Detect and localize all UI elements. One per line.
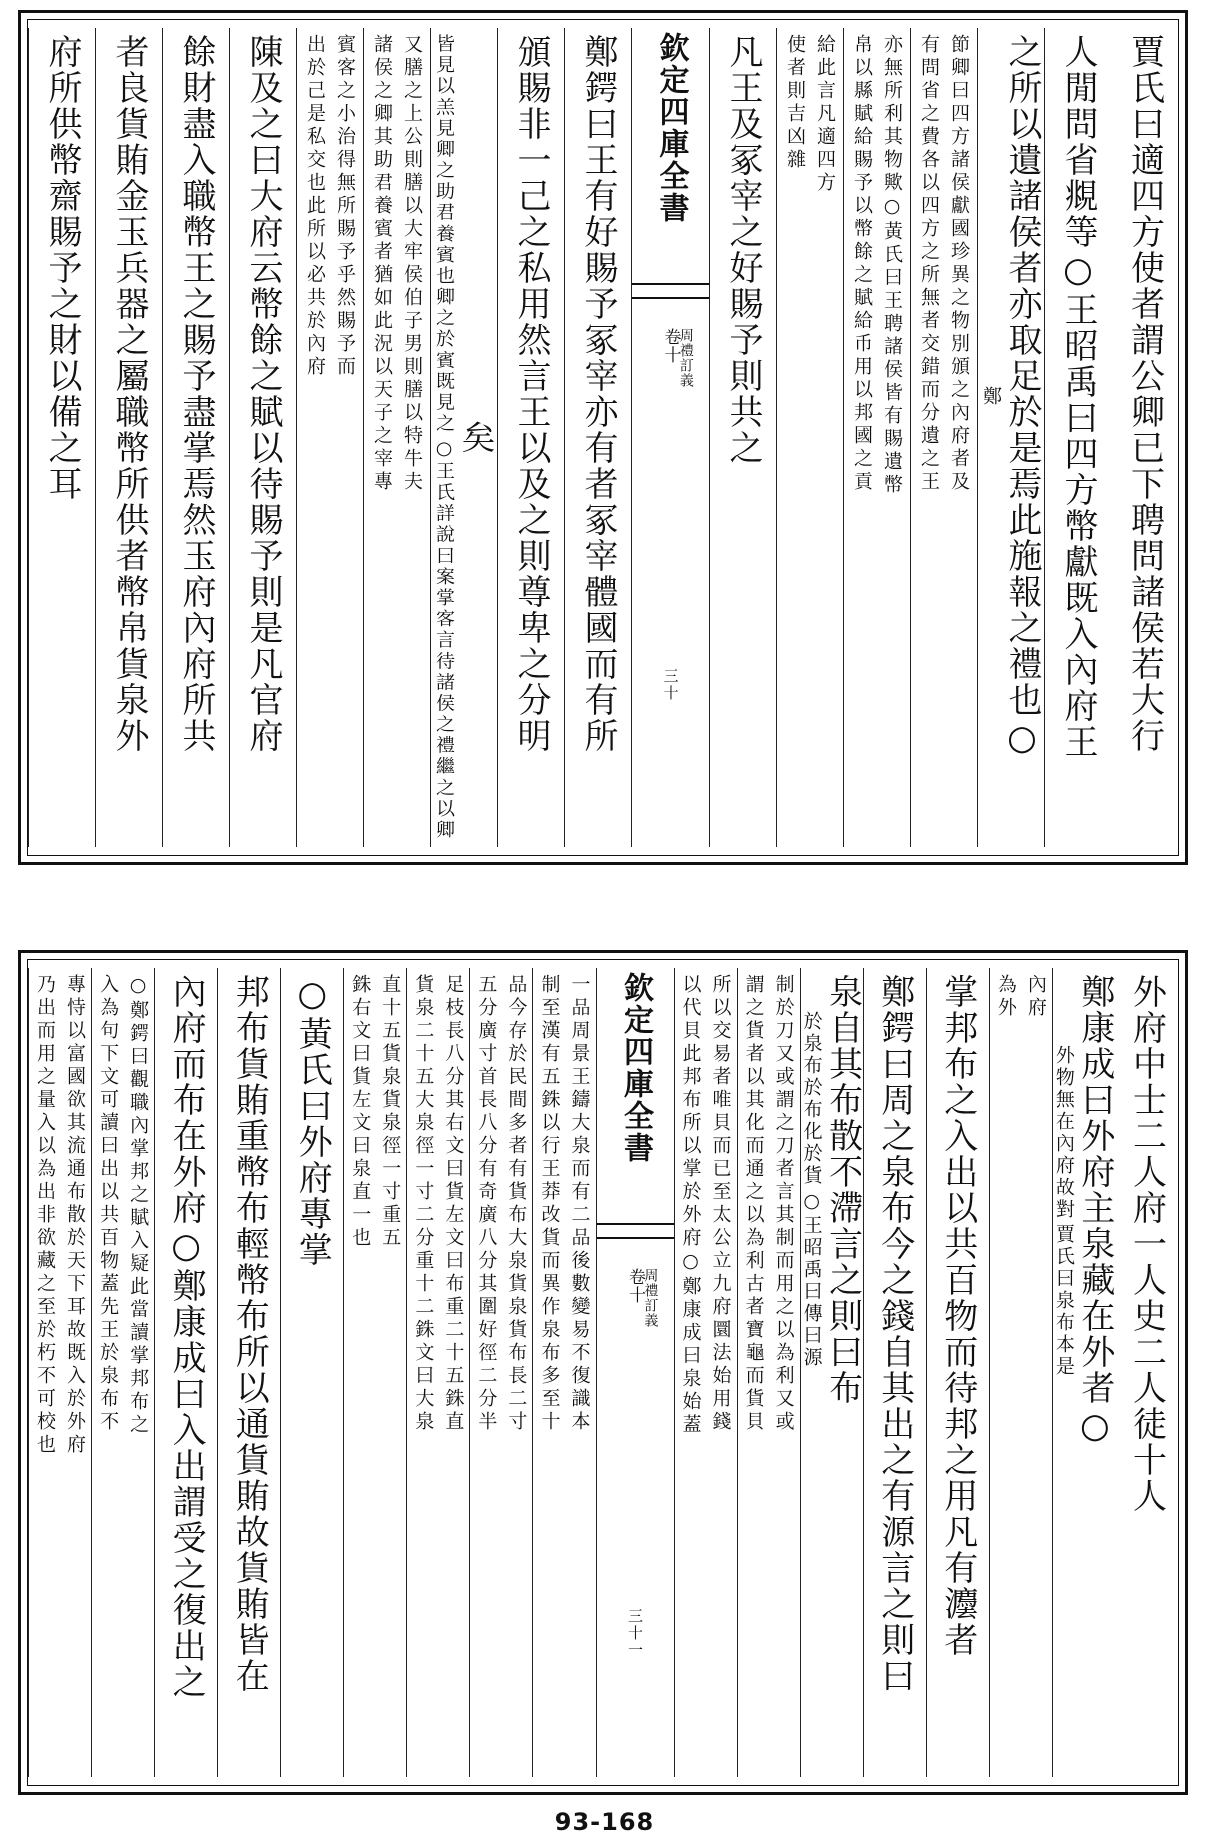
page-number-footer: 93-168	[554, 1808, 655, 1836]
commentary-line: 有問省之費各以四方之所無者交錯而分遺之王	[918, 34, 940, 494]
main-text: 餘財盡入職幣王之賜予盡掌焉然玉府內府所共	[176, 34, 216, 754]
text-column	[737, 968, 800, 1777]
commentary-text	[92, 974, 154, 1437]
text-column	[296, 28, 363, 847]
main-text: 泉自其布散不滯言之則曰布	[822, 974, 863, 1406]
text-column	[926, 968, 989, 1777]
text-column	[1111, 28, 1178, 847]
commentary-text	[738, 974, 800, 1434]
commentary-line: 貨泉二十五大泉徑一寸二分重十二銖文曰大泉	[412, 974, 435, 1434]
main-text-with-note	[801, 974, 863, 1406]
commentary-line: 節卿曰四方諸侯獻國珍異之物別頒之內府者及	[948, 34, 970, 494]
main-text: 內府而布在外府○鄭康成曰入出謂受之復出之	[166, 974, 207, 1700]
text-column	[863, 968, 926, 1777]
main-text: 者良貨賄金玉兵器之屬職幣所供者幣帛貨泉外	[109, 34, 149, 754]
text-column	[28, 968, 91, 1777]
text-column	[343, 968, 406, 1777]
main-text: 陳及之曰大府云幣餘之賦以待賜予則是凡官府	[243, 34, 283, 754]
center-margin	[631, 28, 709, 847]
commentary-line: 謂之貨者以其化而通之以為利古者寶龜而貨貝	[742, 974, 765, 1434]
text-column	[28, 28, 95, 847]
text-column	[406, 968, 469, 1777]
commentary-text	[777, 34, 843, 195]
upper-page-frame	[27, 19, 1179, 856]
main-text: 凡王及冢宰之好賜予則共之	[723, 34, 763, 466]
text-column	[776, 28, 843, 847]
commentary-line: 鄭	[980, 386, 1002, 408]
commentary-text	[844, 34, 910, 497]
commentary-line: 為外	[994, 974, 1017, 1020]
text-column	[91, 968, 154, 1777]
commentary-text	[433, 34, 455, 841]
text-column	[674, 968, 737, 1777]
main-text: 邦布貨賄重幣布輕幣布所以通貨賄故貨賄皆在	[229, 974, 270, 1694]
main-text: 賈氏曰適四方使者謂公卿已下聘問諸侯若大行	[1124, 34, 1165, 754]
commentary-line: 賈氏曰泉布本是	[1052, 1223, 1075, 1378]
text-column	[430, 28, 497, 847]
commentary-line: 又膳之上公則膳以大牢侯伯子男則膳以特牛夫	[401, 34, 423, 494]
text-column	[229, 28, 296, 847]
commentary-line: ○王氏詳說曰案掌客言待諸侯之禮繼之以卿	[433, 437, 455, 841]
text-column	[843, 28, 910, 847]
leaf-number: 三十	[661, 668, 680, 702]
commentary-text	[1053, 1045, 1075, 1378]
commentary-line: 五分廣寸首長八分有奇廣八分其圍好徑二分半	[475, 974, 498, 1434]
center-margin	[596, 968, 674, 1777]
text-column	[469, 968, 532, 1777]
commentary-text	[911, 34, 977, 494]
main-text-with-note	[433, 34, 495, 841]
commentary-line: 給此言凡適四方	[814, 34, 836, 195]
commentary-line: 皆見以羔見卿之助君養賓也卿之於賓既見之	[433, 34, 455, 435]
commentary-line: ○王昭禹曰傳曰源	[800, 1190, 823, 1369]
commentary-line: 品今存於民間多者有貨布大泉貨泉貨布長二寸	[505, 974, 528, 1434]
lower-page-frame	[27, 959, 1179, 1786]
main-text: 矣	[455, 420, 495, 455]
chapter-label: 卷十	[625, 1268, 646, 1304]
text-column	[977, 28, 1044, 847]
lower-page	[18, 950, 1188, 1795]
commentary-line: 使者則吉凶雜	[784, 34, 806, 172]
commentary-line: 以代貝此邦布所以掌於外府○鄭康成曰泉始蓋	[679, 974, 702, 1437]
book-title: 欽定四庫全書	[653, 32, 689, 224]
main-text: 府所供幣齋賜予之財以備之耳	[42, 34, 82, 502]
main-text: 鄭鍔曰周之泉布今之錢自其出之有源言之則曰	[874, 974, 915, 1694]
fishtail-ornament	[632, 283, 709, 299]
main-text: 掌邦布之入出以共百物而待邦之用凡有灋者	[937, 974, 978, 1658]
main-text: 鄭鍔曰王有好賜予冢宰亦有者冢宰體國而有所	[578, 34, 618, 754]
main-text: 頒賜非一己之私用然言王以及之則尊卑之分明	[511, 34, 551, 754]
text-column	[217, 968, 280, 1777]
text-column	[1052, 968, 1115, 1777]
commentary-text	[344, 974, 406, 1250]
commentary-line: 帛以縣賦給賜予以幣餘之賦給币用以邦國之貢	[851, 34, 873, 494]
text-column	[800, 968, 863, 1777]
commentary-text	[990, 974, 1052, 1020]
commentary-line: 專恃以富國欲其流通布散於天下耳故既入於外府	[64, 974, 87, 1457]
text-column	[1044, 28, 1111, 847]
main-text: 鄭康成曰外府主泉藏在外者○	[1074, 974, 1115, 1448]
commentary-text	[675, 974, 737, 1437]
work-title: 周禮訂義	[677, 328, 694, 388]
commentary-line: 制至漢有五銖以行王莽改貨而異作泉布多至十	[538, 974, 561, 1434]
commentary-line: 一品周景王鑄大泉而有二品後數變易不復識本	[568, 974, 591, 1434]
text-column	[363, 28, 430, 847]
commentary-line: 直十五貨泉貨泉徑一寸重五	[379, 974, 402, 1250]
commentary-text	[980, 386, 1002, 408]
chapter-label: 卷十	[660, 328, 681, 364]
commentary-line: 內府	[1024, 974, 1047, 1020]
commentary-line: 賓客之小治得無所賜予乎然賜予而	[334, 34, 356, 379]
text-column	[95, 28, 162, 847]
main-text: 人閒問省覜等○王昭禹曰四方幣獻既入內府王	[1058, 34, 1098, 760]
commentary-line: 制於刀又或謂之刀者言其制而用之以為利又或	[772, 974, 795, 1434]
commentary-text	[364, 34, 430, 494]
commentary-line: 乃出而用之量入以為出非欲藏之至於朽不可校也	[34, 974, 57, 1457]
commentary-line: 於泉布於布化於貨	[800, 1011, 823, 1187]
leaf-number: 三十一	[626, 1608, 645, 1659]
commentary-text	[297, 34, 363, 379]
text-column	[532, 968, 595, 1777]
commentary-line: 銖右文曰貨左文曰泉直一也	[349, 974, 372, 1250]
commentary-line: 所以交易者唯貝而已至太公立九府圜法始用錢	[709, 974, 732, 1434]
commentary-line: 入為句下文可讀曰出以共百物蓋先王於泉布不	[97, 974, 120, 1434]
text-column	[154, 968, 217, 1777]
main-text: 外府中士二人府一人史二人徒十人	[1126, 974, 1167, 1514]
commentary-line: 足枝長八分其右文曰貨左文曰布重二十五銖直	[442, 974, 465, 1434]
commentary-text	[29, 974, 91, 1457]
text-column	[162, 28, 229, 847]
commentary-line: 諸侯之卿其助君養賓者猶如此況以天子之宰專	[371, 34, 393, 494]
book-title: 欽定四庫全書	[618, 972, 654, 1164]
upper-page	[18, 10, 1188, 865]
commentary-text	[470, 974, 532, 1434]
commentary-line: 亦無所利其物歟○黃氏曰王聘諸侯皆有賜遺幣	[881, 34, 903, 497]
commentary-line: 出於己是私交也此所以必共於內府	[304, 34, 326, 379]
commentary-line: ○鄭鍔曰觀職內掌邦之賦入疑此當讀掌邦布之	[127, 974, 150, 1437]
commentary-text	[533, 974, 595, 1434]
main-text-with-note	[1053, 974, 1115, 1448]
text-column	[497, 28, 564, 847]
fishtail-ornament	[597, 1223, 674, 1239]
text-column	[989, 968, 1052, 1777]
text-column	[709, 28, 776, 847]
text-column	[910, 28, 977, 847]
text-column	[1115, 968, 1178, 1777]
commentary-text	[407, 974, 469, 1434]
text-column	[280, 968, 343, 1777]
text-column	[564, 28, 631, 847]
commentary-text	[801, 1011, 823, 1369]
work-title: 周禮訂義	[642, 1268, 659, 1328]
main-text: ○黃氏曰外府專掌	[292, 974, 333, 1268]
main-text: 之所以遺諸侯者亦取足於是焉此施報之禮也○	[1002, 34, 1042, 760]
main-text-with-note	[980, 34, 1042, 760]
commentary-line: 外物無在內府故對	[1052, 1044, 1075, 1221]
